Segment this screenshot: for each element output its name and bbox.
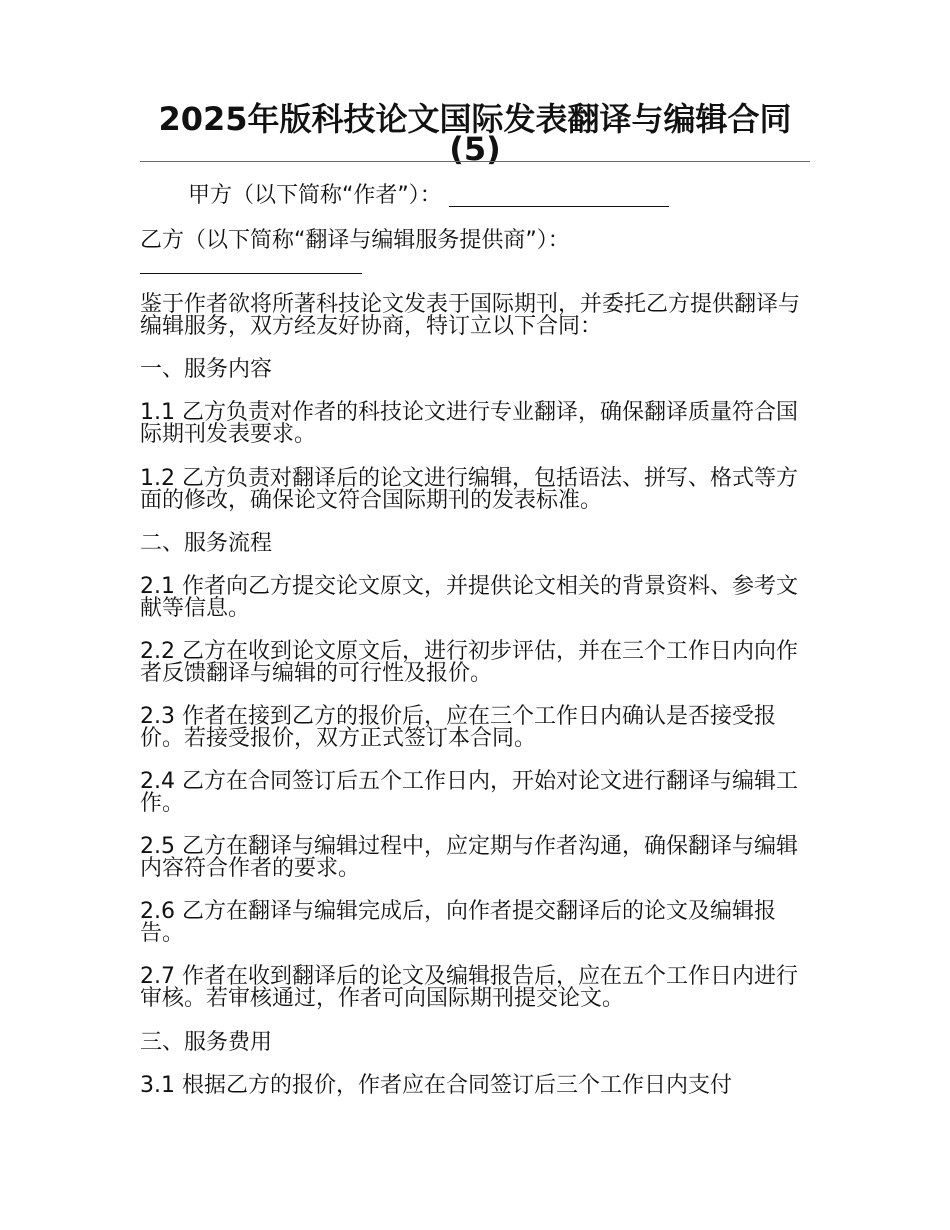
document-title: 2025年版科技论文国际发表翻译与编辑合同(5) (158, 100, 792, 168)
clause-2-2: 2.2 乙方在收到论文原文后，进行初步评估，并在三个工作日内向作者反馈翻译与编辑的可行性及报价。 (140, 639, 798, 686)
clause-3-1: 3.1 根据乙方的报价，作者应在合同签订后三个工作日内支付 (140, 1073, 732, 1098)
party-b-label: 乙方（以下简称“翻译与编辑服务提供商”）： (140, 228, 570, 253)
section-heading-service-fees: 三、服务费用 (140, 1030, 273, 1055)
clause-2-1: 2.1 作者向乙方提交论文原文，并提供论文相关的背景资料、参考文献等信息。 (140, 574, 798, 621)
party-a-line (188, 185, 810, 207)
preamble-paragraph: 鉴于作者欲将所著科技论文发表于国际期刊，并委托乙方提供翻译与编辑服务，双方经友好协商，特订立以下合同： (140, 292, 801, 339)
clause-2-4: 2.4 乙方在合同签订后五个工作日内，开始对论文进行翻译与编辑工作。 (140, 769, 798, 816)
clause-2-7: 2.7 作者在收到翻译后的论文及编辑报告后，应在五个工作日内进行审核。若审核通过，作者可向国际期刊提交论文。 (140, 964, 798, 1011)
clause-1-2: 1.2 乙方负责对翻译后的论文进行编辑，包括语法、拼写、格式等方面的修改，确保论文符合国际期刊的发表标准。 (140, 466, 798, 513)
clause-1-1: 1.1 乙方负责对作者的科技论文进行专业翻译，确保翻译质量符合国际期刊发表要求。 (140, 400, 798, 447)
section-heading-service-content: 一、服务内容 (140, 357, 273, 382)
party-a-blank (449, 186, 669, 207)
section-heading-service-process: 二、服务流程 (140, 531, 273, 556)
party-b-blank (140, 253, 362, 274)
party-a-label: 甲方（以下简称“作者”）： (188, 183, 442, 208)
clause-2-3: 2.3 作者在接到乙方的报价后，应在三个工作日内确认是否接受报价。若接受报价，双方正式签订本合同。 (140, 704, 776, 751)
title-underline (140, 161, 810, 162)
clause-2-6: 2.6 乙方在翻译与编辑完成后，向作者提交翻译后的论文及编辑报告。 (140, 899, 776, 946)
clause-2-5: 2.5 乙方在翻译与编辑过程中，应定期与作者沟通，确保翻译与编辑内容符合作者的要求。 (140, 834, 798, 881)
